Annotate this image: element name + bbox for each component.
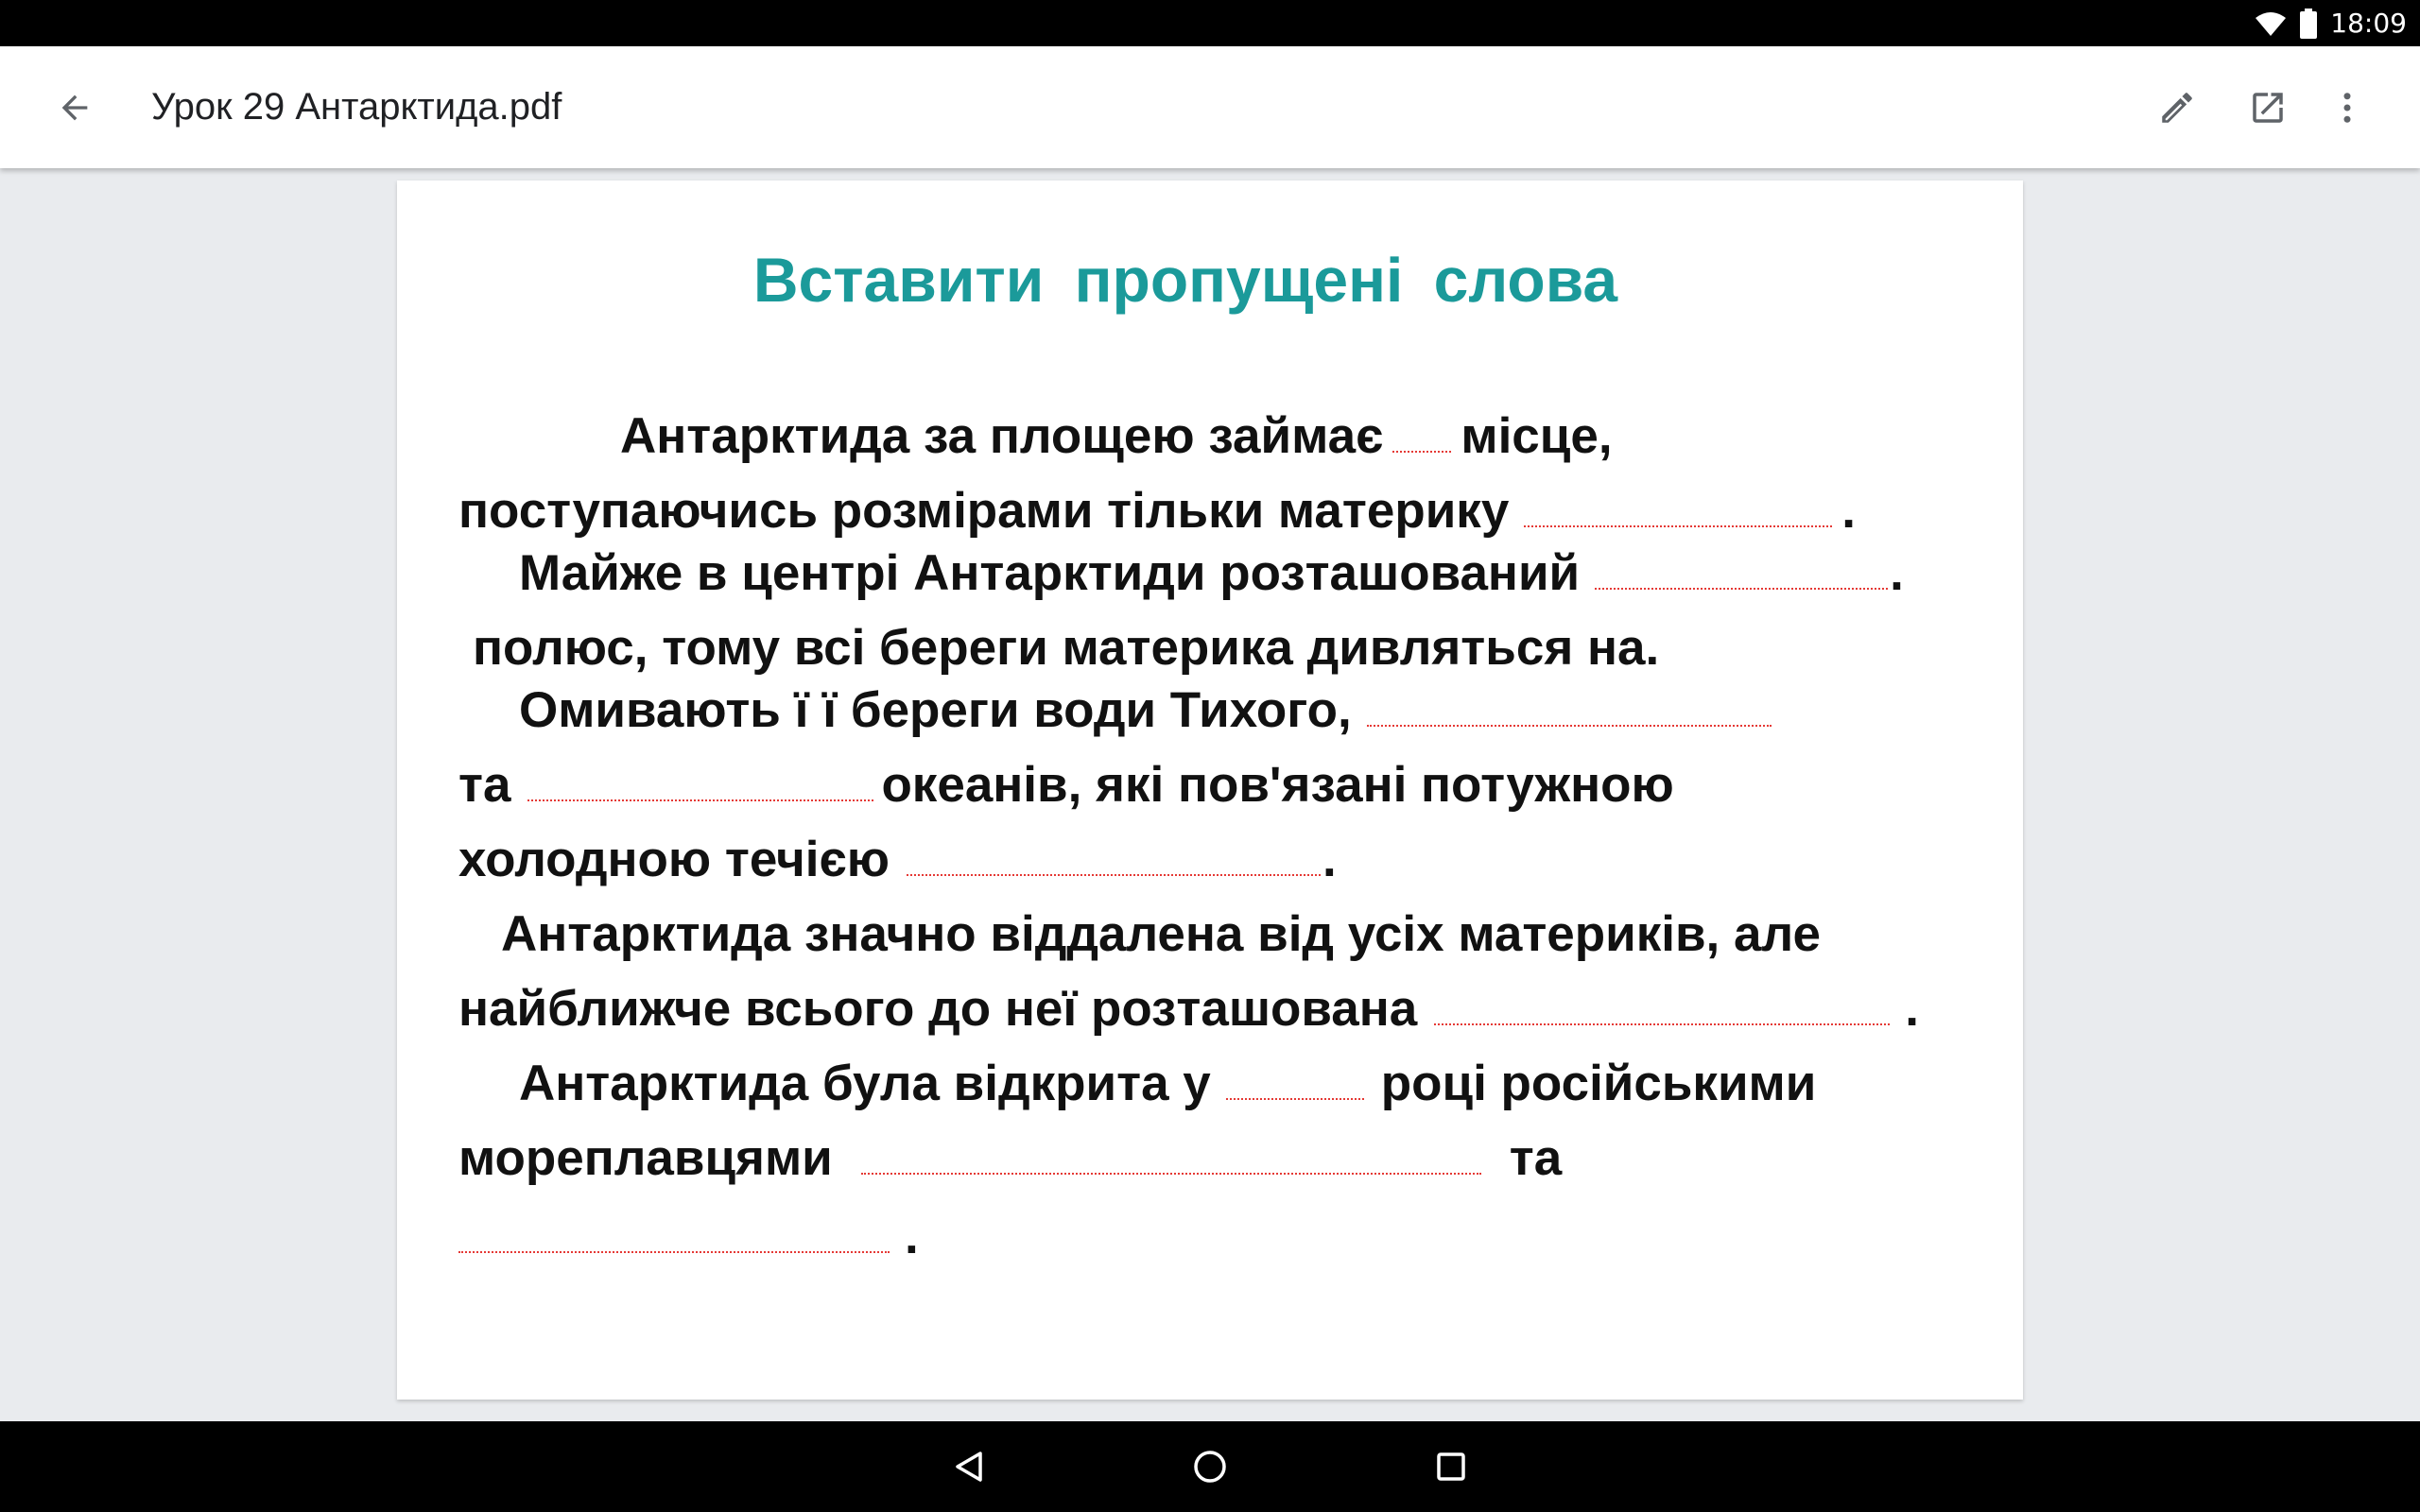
text-line-3 — [519, 545, 1904, 601]
back-triangle-icon — [950, 1448, 988, 1486]
edit-button[interactable] — [2148, 78, 2206, 137]
battery-icon — [2300, 9, 2317, 39]
nav-back-button[interactable] — [941, 1438, 997, 1495]
text-line-11 — [458, 1130, 1563, 1186]
line-text: Майже в центрі Антарктиди розташований — [519, 545, 1581, 601]
wifi-icon — [2255, 10, 2287, 37]
blank-field — [861, 1173, 1481, 1175]
text-line-2 — [458, 483, 1857, 539]
status-time: 18:09 — [2330, 8, 2407, 39]
text-line-7 — [458, 834, 1337, 885]
line-text: Омивають ї ї береги води Тихого, — [519, 682, 1352, 738]
status-bar — [0, 0, 2420, 46]
line-text: . — [1890, 545, 1904, 601]
open-external-icon — [2248, 88, 2288, 128]
line-text: мореплавцями — [458, 1130, 833, 1186]
page-heading: Вставити пропущені слова — [752, 245, 1618, 315]
line-text: холодною течією — [458, 832, 890, 887]
line-text: та — [458, 757, 511, 813]
line-text: полюс, тому всі береги материка дивляться на. — [473, 620, 1660, 676]
more-vert-icon — [2327, 88, 2367, 128]
blank-field — [1226, 1098, 1364, 1100]
line-text: та — [1509, 1130, 1563, 1186]
nav-recents-button[interactable] — [1423, 1438, 1479, 1495]
line-text: . — [1841, 483, 1857, 539]
text-line-5 — [519, 682, 1781, 738]
text-line-9 — [458, 981, 1919, 1037]
text-line-8 — [501, 906, 1821, 962]
open-with-button[interactable] — [2238, 78, 2297, 137]
back-button[interactable] — [45, 78, 104, 137]
status-icons — [2255, 0, 2407, 46]
line-text: . — [1905, 981, 1919, 1037]
blank-field — [1367, 725, 1772, 727]
arrow-back-icon — [56, 89, 94, 127]
line-text: океанів, які пов'язані потужною — [881, 757, 1674, 813]
line-text: поступаючись розмірами тільки материку — [458, 483, 1510, 539]
navigation-bar — [0, 1421, 2420, 1512]
line-text: році російськими — [1380, 1056, 1817, 1111]
text-line-12 — [458, 1211, 919, 1262]
text-line-6 — [458, 757, 1674, 813]
line-text: . — [905, 1209, 919, 1264]
line-text: Антарктида значно віддалена від усіх материків, але — [501, 906, 1821, 962]
blank-field — [1392, 451, 1451, 453]
recents-square-icon — [1432, 1448, 1470, 1486]
line-text: Антарктида була відкрита у — [519, 1056, 1211, 1111]
nav-home-button[interactable] — [1182, 1438, 1238, 1495]
line-text: найближче всього до неї розташована — [458, 981, 1418, 1037]
text-line-4 — [473, 620, 1660, 676]
document-title: Урок 29 Антарктида.pdf — [151, 86, 562, 128]
blank-field — [1524, 525, 1832, 527]
blank-field — [907, 874, 1321, 876]
more-options-button[interactable] — [2318, 78, 2377, 137]
blank-field — [1595, 588, 1888, 590]
line-text: . — [1322, 832, 1337, 887]
line-text: місце, — [1461, 408, 1613, 464]
blank-field — [458, 1251, 890, 1253]
blank-field — [1434, 1023, 1890, 1025]
text-line-1 — [620, 408, 1613, 464]
edit-pencil-icon — [2157, 88, 2197, 128]
line-text: Антарктида за площею займає — [620, 408, 1384, 464]
text-line-10 — [519, 1056, 1817, 1111]
blank-field — [527, 799, 873, 801]
home-circle-icon — [1191, 1448, 1229, 1486]
app-bar — [0, 46, 2420, 168]
